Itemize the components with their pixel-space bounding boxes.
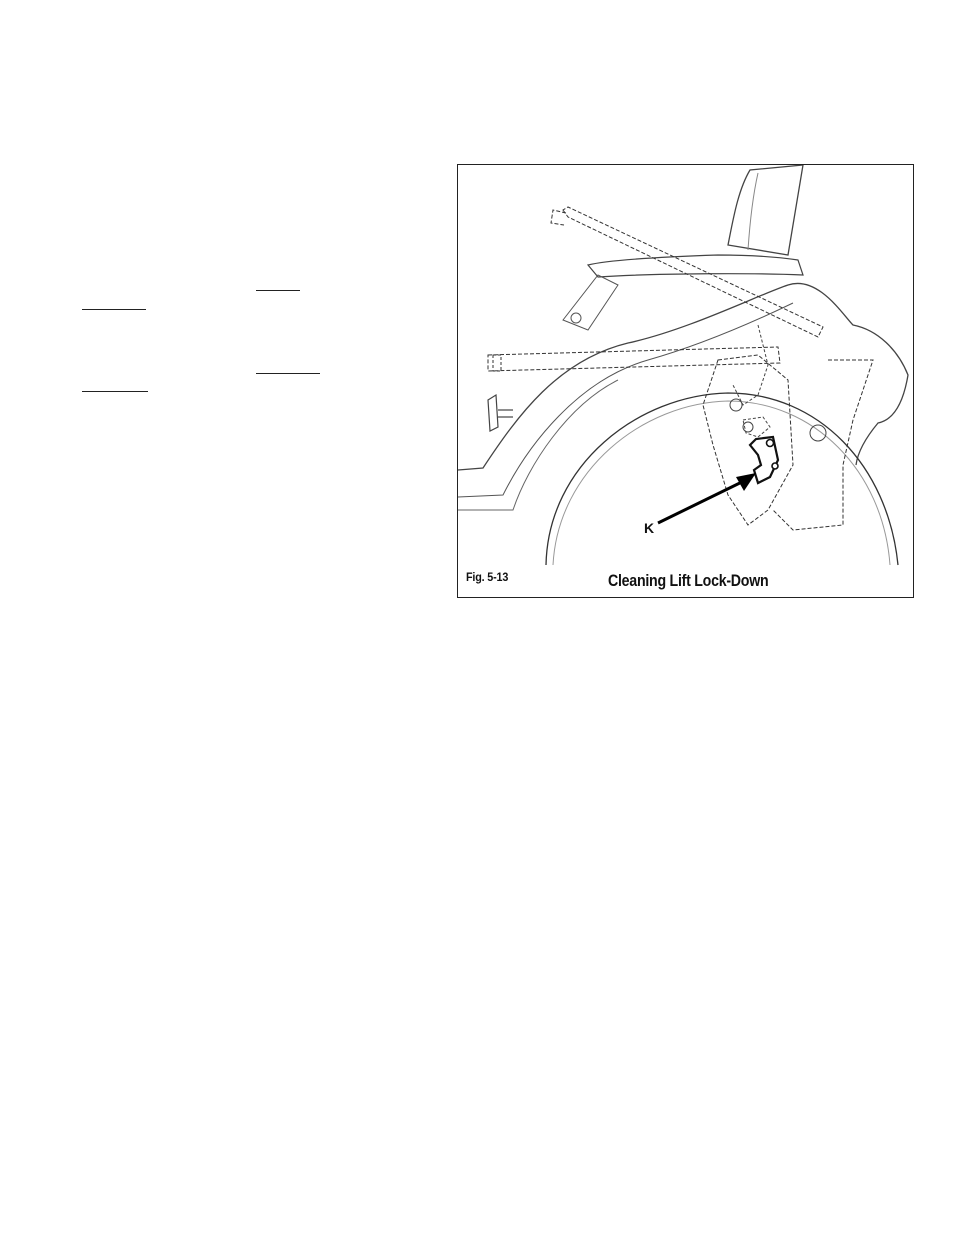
blank-underline-2 [82, 309, 146, 310]
callout-arrow-line [658, 479, 748, 523]
seat-bottom [588, 255, 803, 277]
callout-arrowhead [736, 473, 756, 491]
fender-inner-edge [458, 303, 793, 497]
lower-lift-rod [488, 347, 780, 371]
seat-bracket [563, 275, 618, 330]
blank-underline-3 [256, 373, 320, 374]
upper-lift-rod [563, 207, 823, 337]
seat-back-inner [748, 173, 758, 250]
figure-caption: Cleaning Lift Lock-Down [608, 572, 769, 590]
figure-number-label: Fig. 5-13 [466, 570, 509, 584]
blank-underline-4 [82, 391, 148, 392]
callout-label-k: K [644, 520, 655, 536]
adjustment-knob [488, 395, 498, 431]
rear-fender-seat-lift-lock-drawing [458, 165, 914, 598]
rear-wheel-arc-inner [553, 401, 890, 565]
fender-outline [458, 283, 908, 470]
blank-underline-1 [256, 290, 300, 291]
rear-wheel-arc [546, 393, 898, 565]
fender-lower-edge [458, 380, 618, 510]
figure-frame [457, 164, 914, 598]
lift-plate [703, 355, 793, 525]
seat-back [728, 165, 803, 255]
